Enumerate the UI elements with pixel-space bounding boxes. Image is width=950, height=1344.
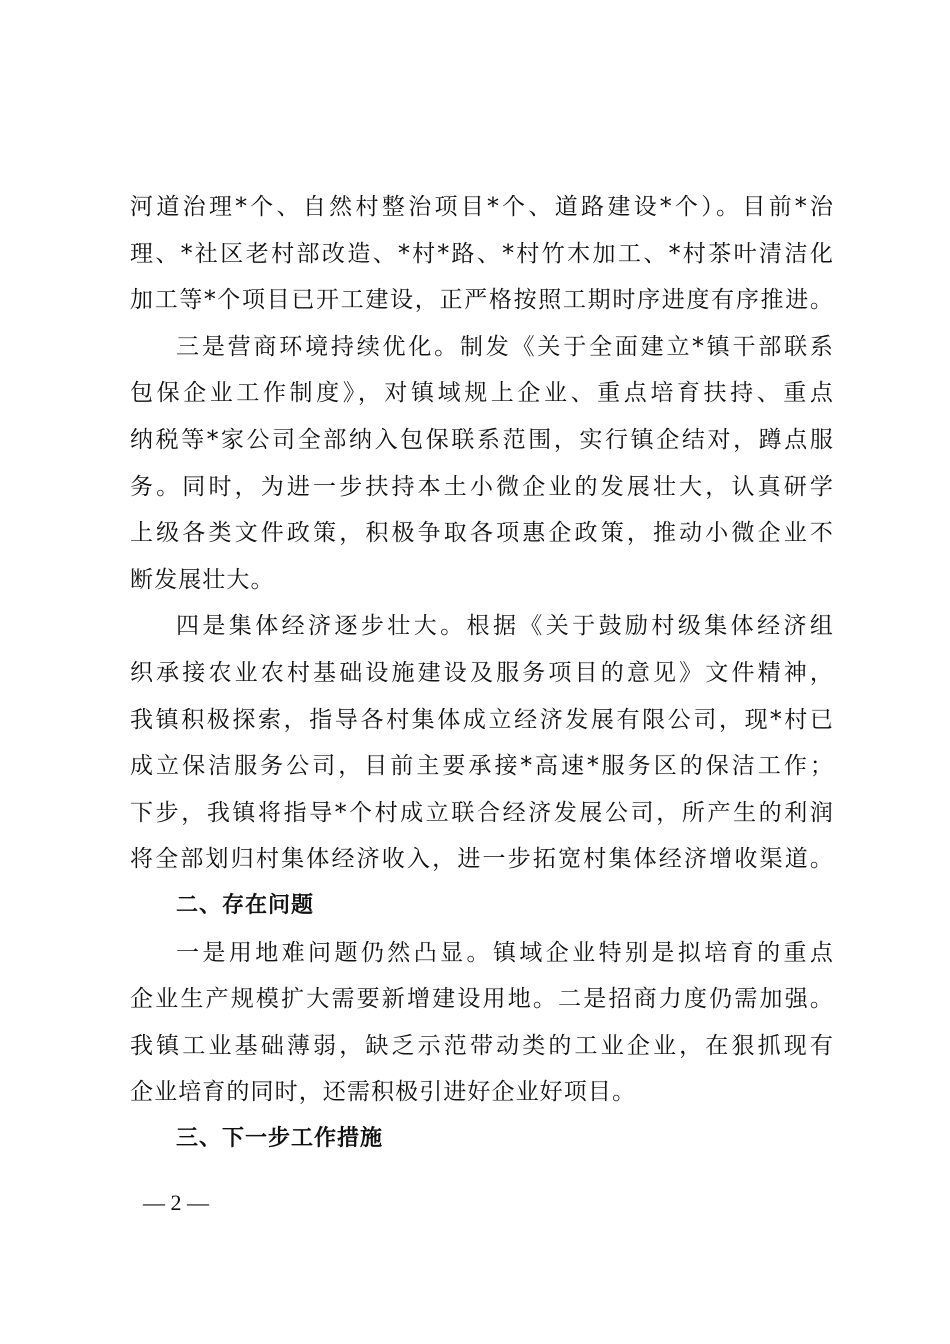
text-line: 理、*社区老村部改造、*村*路、*村竹木加工、*村茶叶清洁化: [130, 240, 834, 267]
document-body: [130, 184, 834, 1162]
text-line: 包保企业工作制度》，对镇域规上企业、重点培育扶持、重点: [130, 380, 834, 407]
page-number: — 2 —: [143, 1190, 209, 1215]
text-line: 我镇积极探索，指导各村集体成立经济发展有限公司，现*村已: [130, 706, 834, 733]
text-line: 断发展壮大。: [130, 566, 275, 593]
text-line: 纳税等*家公司全部纳入包保联系范围，实行镇企结对，蹲点服: [130, 426, 834, 453]
text-line: 下步，我镇将指导*个村成立联合经济发展公司，所产生的利润: [130, 799, 834, 826]
text-line: 织承接农业农村基础设施建设及服务项目的意见》文件精神，: [130, 659, 834, 686]
section-heading-next-steps: 三、下一步工作措施: [176, 1125, 384, 1151]
text-line: 务。同时，为进一步扶持本土小微企业的发展壮大，认真研学: [130, 473, 834, 500]
text-line: 四是集体经济逐步壮大。根据《关于鼓励村级集体经济组: [176, 613, 834, 640]
text-line: 三是营商环境持续优化。制发《关于全面建立*镇干部联系: [176, 333, 834, 360]
text-line: 我镇工业基础薄弱，缺乏示范带动类的工业企业，在狠抓现有: [130, 1032, 834, 1059]
text-line: 将全部划归村集体经济收入，进一步拓宽村集体经济增收渠道。: [130, 846, 834, 873]
text-line: 上级各类文件政策，积极争取各项惠企政策，推动小微企业不: [130, 520, 834, 547]
text-line: 企业培育的同时，还需积极引进好企业好项目。: [130, 1079, 637, 1106]
text-line: 成立保洁服务公司，目前主要承接*高速*服务区的保洁工作；: [130, 753, 834, 780]
text-line: 企业生产规模扩大需要新增建设用地。二是招商力度仍需加强。: [130, 986, 834, 1013]
text-line: 加工等*个项目已开工建设，正严格按照工期时序进度有序推进。: [130, 287, 834, 314]
section-heading-problems: 二、存在问题: [176, 892, 315, 918]
text-line: 一是用地难问题仍然凸显。镇域企业特别是拟培育的重点: [176, 939, 834, 966]
text-line: 河道治理*个、自然村整治项目*个、道路建设*个）。目前*治: [130, 194, 834, 220]
